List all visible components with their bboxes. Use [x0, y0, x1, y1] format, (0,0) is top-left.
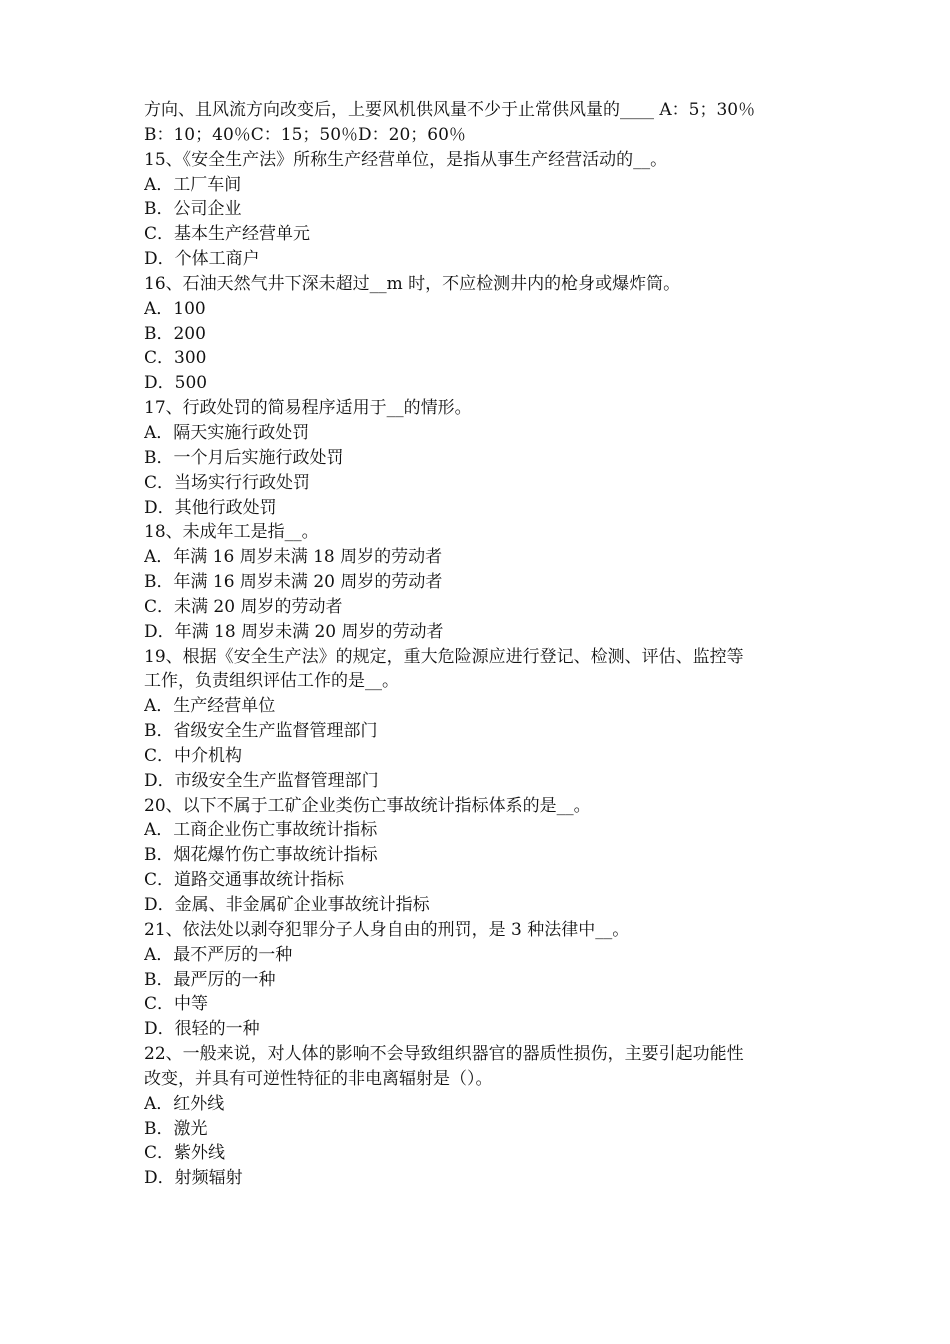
option-d: D．其他行政处罚: [144, 497, 277, 518]
question-stem: 17、行政处罚的简易程序适用于__的情形。: [144, 398, 472, 419]
option-a: A．工商企业伤亡事故统计指标: [144, 820, 378, 841]
option-c: C．当场实行行政处罚: [144, 472, 311, 493]
question-stem: 20、以下不属于工矿企业类伤亡事故统计指标体系的是__。: [144, 795, 591, 816]
option-c: C．300: [144, 348, 207, 369]
option-b: B．年满 16 周岁未满 20 周岁的劳动者: [144, 572, 443, 593]
question-18: [144, 520, 834, 644]
option-c: C．中介机构: [144, 745, 243, 766]
question-stem: 22、一般来说，对人体的影响不会导致组织器官的器质性损伤，主要引起功能性: [144, 1044, 744, 1065]
option-c: C．未满 20 周岁的劳动者: [144, 596, 343, 617]
option-d: D．500: [144, 373, 208, 394]
option-c: C．紫外线: [144, 1143, 226, 1164]
option-a: A．最不严厉的一种: [144, 944, 293, 965]
option-c: C．基本生产经营单元: [144, 224, 311, 245]
question-stem: 改变，并具有可逆性特征的非电离辐射是（）。: [144, 1068, 493, 1089]
option-d: D．年满 18 周岁未满 20 周岁的劳动者: [144, 621, 444, 642]
option-d: D．个体工商户: [144, 249, 260, 270]
option-a: A．100: [144, 298, 206, 319]
option-c: C．道路交通事故统计指标: [144, 870, 345, 891]
option-b: B．一个月后实施行政处罚: [144, 447, 344, 468]
option-c: C．中等: [144, 994, 209, 1015]
question-15: [144, 148, 834, 272]
option-d: D．金属、非金属矿企业事故统计指标: [144, 895, 430, 915]
question-stem: 19、根据《安全生产法》的规定，重大危险源应进行登记、检测、评估、监控等: [144, 646, 744, 667]
question-19: [144, 645, 834, 794]
option-d: D．很轻的一种: [144, 1019, 260, 1040]
question-stem: 16、石油天然气井下深未超过__m 时，不应检测井内的枪身或爆炸筒。: [144, 273, 681, 294]
option-b: B．公司企业: [144, 199, 242, 220]
question-stem: 21、依法处以剥夺犯罪分子人身自由的刑罚，是 3 种法律中__。: [144, 919, 630, 940]
question-22: [144, 1042, 834, 1191]
option-a: A．工厂车间: [144, 174, 242, 195]
option-a: A．年满 16 周岁未满 18 周岁的劳动者: [144, 547, 443, 568]
intro-line: B：10；40％C：15；50％D：20；60％: [144, 124, 466, 145]
option-a: A．隔天实施行政处罚: [144, 422, 310, 443]
option-d: D．射频辐射: [144, 1168, 243, 1189]
option-b: B．烟花爆竹伤亡事故统计指标: [144, 845, 378, 866]
option-a: A．红外线: [144, 1093, 225, 1114]
question-stem: 工作，负责组织评估工作的是__。: [144, 671, 399, 692]
document-page: [144, 98, 834, 1191]
question-21: [144, 918, 834, 1042]
option-b: B．200: [144, 323, 206, 344]
intro-line: 方向、且风流方向改变后，上要风机供风量不少于止常供风量的____ A：5；30％: [144, 100, 756, 120]
question-20: [144, 794, 834, 918]
question-17: [144, 396, 834, 520]
question-stem: 18、未成年工是指__。: [144, 522, 319, 543]
question-16: [144, 272, 834, 396]
option-b: B．省级安全生产监督管理部门: [144, 721, 378, 742]
intro-text: [144, 98, 834, 148]
option-b: B．激光: [144, 1118, 208, 1139]
question-stem: 15、《安全生产法》所称生产经营单位，是指从事生产经营活动的__。: [144, 149, 668, 170]
option-d: D．市级安全生产监督管理部门: [144, 770, 379, 791]
option-a: A．生产经营单位: [144, 696, 276, 717]
option-b: B．最严厉的一种: [144, 969, 276, 990]
